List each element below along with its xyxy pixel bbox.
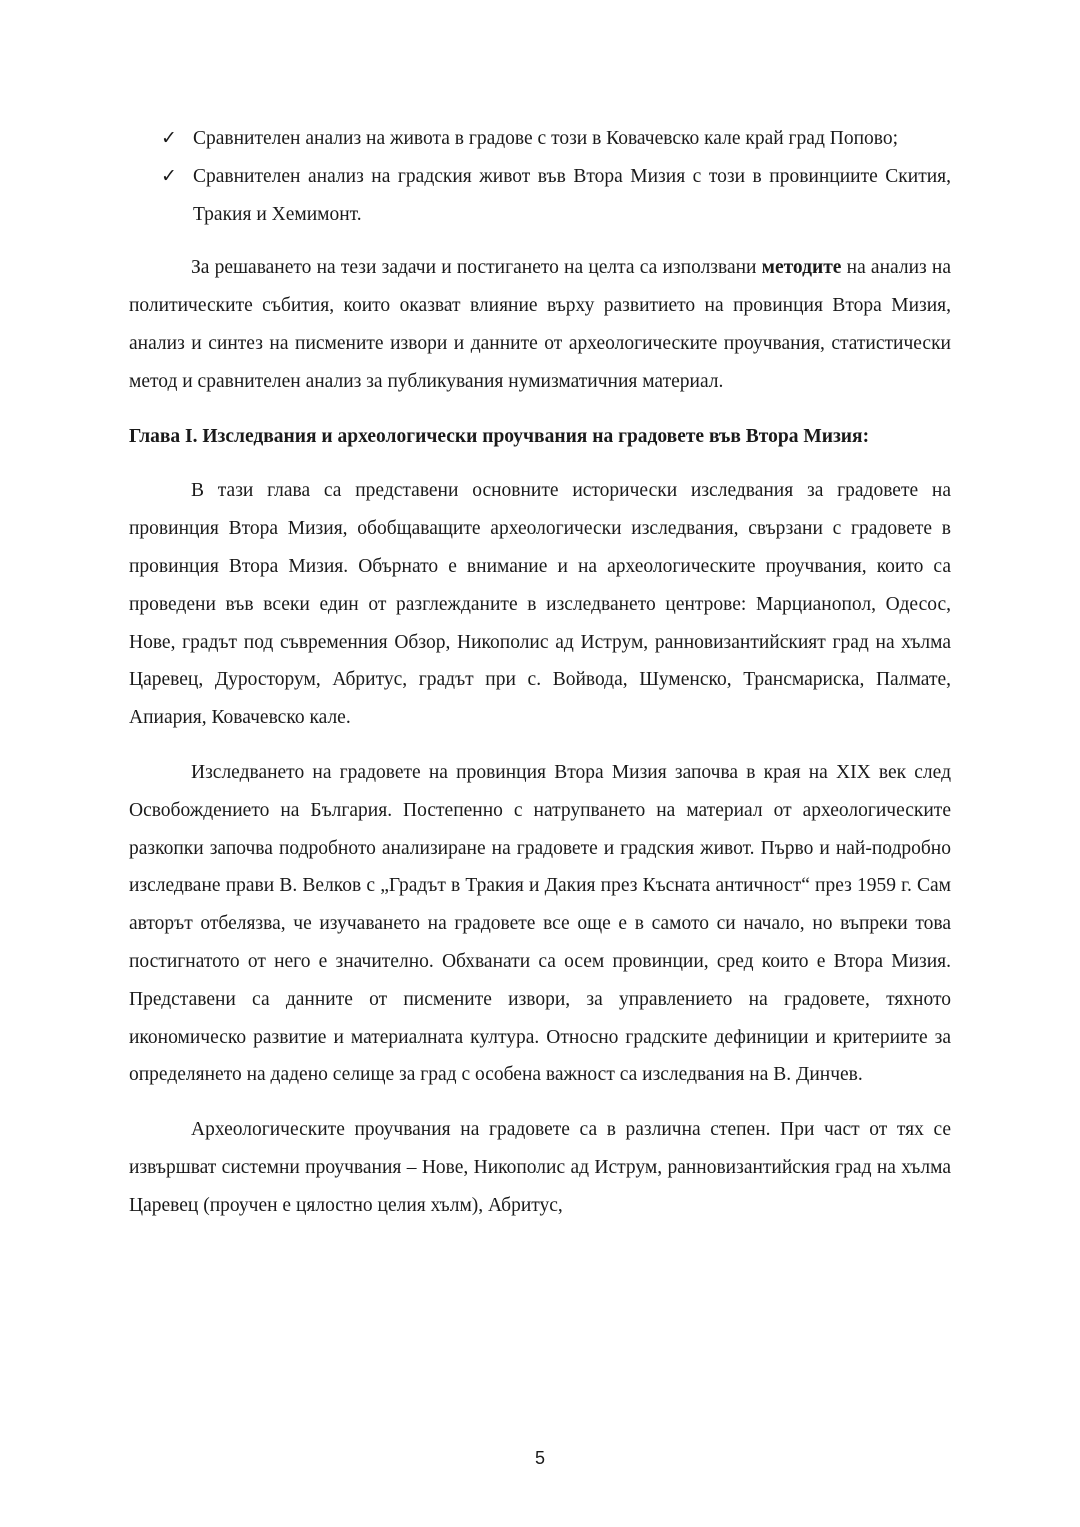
methods-text-end: на анализ на политическите събития, които оказват влияние върху развитието на провинция Втора Мизия, анализ и синтез на писмените извори и данните от археологическите проучвания, статистически метод и сравнителен анализ за публикувания нумизматичния материал. [129, 257, 951, 392]
checkmark-icon: ✓ [161, 127, 177, 149]
methods-paragraph [129, 249, 951, 400]
methods-text-start: За решаването на тези задачи и постигането на целта са използвани [191, 257, 762, 279]
excavations-paragraph: Археологическите проучвания на градовете са в различна степен. При част от тях се извършват системни проучвания – Нове, Никополис ад Иструм, ранновизантийския град на хълма Царевец (проучен е цялостно целия хълм), Абритус, [129, 1119, 951, 1216]
methods-bold-term: методите [761, 257, 842, 279]
checkmark-icon: ✓ [161, 164, 177, 187]
list-item [129, 120, 951, 158]
page-number: 5 [534, 1448, 545, 1468]
chapter-intro-paragraph: В тази глава са представени основните исторически изследвания за градовете на провинция Втора Мизия, обобщаващите археологически изследвания, свързани с градовете в провинция Втора Мизия. Обърнато е внимание и на археологическите проучвания, които са проведени във всеки един от разглежданите в изследването центрове: Марцианопол, Одесос, Нове, градът под съвременния Обзор, Никополис ад Иструм, ранновизантийският град на хълма Царевец, Дуросторум, Абритус, градът при с. Войвода, Шуменско, Трансмариска, Палмате, Апиария, Ковачевско кале. [129, 480, 951, 729]
list-item [129, 158, 951, 234]
list-item-text: Сравнителен анализ на градския живот във Втора Мизия с този в провинциите Скития, Тракия и Хемимонт. [193, 165, 951, 225]
research-history-paragraph: Изследването на градовете на провинция Втора Мизия започва в края на XIX век след Освобождението на България. Постепенно с натрупването на материал от археологическите разкопки започва подробното анализиране на градовете и градския живот. Първо и най-подробно изследване прави В. Велков с „Градът в Тракия и Дакия през Късната античност“ през 1959 г. Сам авторът отбелязва, че изучаването на градовете все още е в самото си начало, но въпреки това постигнатото от него е значително. Обхванати са осем провинции, сред които е Втора Мизия. Представени са данните от писмените извори, за управлението на градовете, тяхното икономическо развитие и материалната култура. Относно градските дефиниции и критериите за определянето на дадено селище за град с особена важност са изследвания на В. Динчев. [129, 761, 951, 1086]
objectives-list [129, 120, 951, 233]
chapter-heading: Глава I. Изследвания и археологически проучвания на градовете във Втора Мизия: [129, 425, 870, 447]
list-item-text: Сравнителен анализ на живота в градове с този в Ковачевско кале край град Попово; [193, 128, 899, 149]
document-body [129, 120, 951, 1225]
